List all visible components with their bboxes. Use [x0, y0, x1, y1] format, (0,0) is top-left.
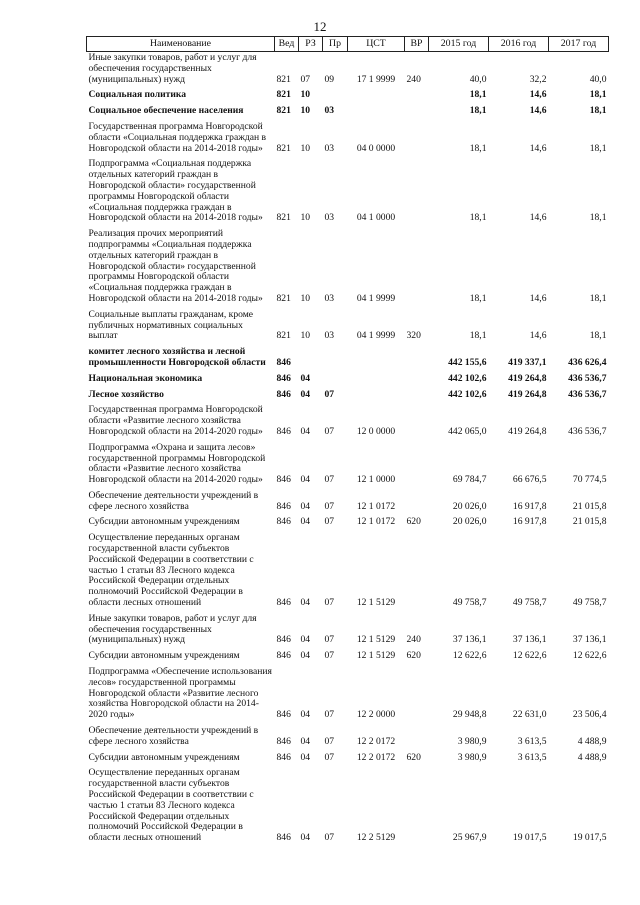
row-rz: 04	[300, 634, 311, 646]
row-pr: 07	[324, 650, 335, 662]
row-2017: 436 536,7	[568, 425, 607, 437]
row-2017: 436 626,4	[568, 356, 607, 368]
row-2016: 22 631,0	[512, 709, 547, 721]
row-2015: 37 136,1	[452, 634, 487, 646]
row-cst: 04 1 0000	[356, 212, 396, 224]
row-rz: 10	[300, 212, 311, 224]
row-2017: 12 622,6	[572, 650, 607, 662]
row-2015: 25 967,9	[452, 832, 487, 844]
row-2016: 16 917,8	[512, 500, 547, 512]
row-vr: 620	[406, 650, 421, 662]
row-rz: 04	[300, 388, 311, 400]
row-cst: 12 1 0000	[356, 474, 396, 486]
row-ved: 846	[276, 650, 291, 662]
row-name: Социальное обеспечение населения	[88, 105, 244, 117]
row-2016: 419 264,8	[508, 372, 547, 384]
row-name: Иные закупки товаров, работ и услуг для обеспечения государственных (муниципальных) нужд	[88, 612, 257, 646]
row-cst: 12 2 0172	[356, 751, 396, 763]
row-2017: 18,1	[589, 330, 607, 342]
row-cst: 12 1 0172	[356, 500, 396, 512]
row-vr	[405, 119, 429, 156]
row-rz: 04	[300, 500, 311, 512]
row-2015: 18,1	[469, 212, 487, 224]
row-2015: 18,1	[469, 89, 487, 101]
row-rz: 10	[300, 330, 311, 342]
table-row	[87, 387, 609, 403]
row-rz: 04	[300, 425, 311, 437]
row-2015: 12 622,6	[452, 650, 487, 662]
row-name: Подпрограмма «Охрана и защита лесов» государственной программы Новгородской области «Развитие лесного хозяйства Новгородской области на 2014-2020 годы»	[88, 441, 266, 486]
header-2017: 2017 год	[549, 37, 609, 52]
row-pr: 03	[324, 292, 335, 304]
row-pr: 07	[324, 735, 335, 747]
row-cst: 12 1 5129	[356, 597, 396, 609]
table-row	[87, 52, 609, 88]
table-row	[87, 530, 609, 611]
row-name: Государственная программа Новгородской области «Социальная поддержка граждан в Новгородской области на 2014-2018 годы»	[88, 120, 267, 154]
row-rz: 10	[300, 89, 311, 101]
row-pr: 03	[324, 142, 335, 154]
table-row	[87, 611, 609, 648]
row-cst: 04 0 0000	[356, 142, 396, 154]
row-vr	[405, 530, 429, 611]
row-pr: 03	[324, 105, 335, 117]
row-ved: 821	[276, 142, 291, 154]
row-pr	[323, 344, 348, 371]
row-name: Иные закупки товаров, работ и услуг для обеспечения государственных (муниципальных) нужд	[88, 52, 257, 85]
row-rz: 04	[300, 832, 311, 844]
row-pr: 07	[324, 832, 335, 844]
row-cst: 12 0 0000	[356, 425, 396, 437]
row-2016: 14,6	[529, 142, 547, 154]
row-name: Реализация прочих мероприятий подпрограммы «Социальная поддержка отдельных категорий граждан в Новгородской области» государственной программы Новгородской области «Социальная поддержка граждан в Новгородской области на 2014-2018 годы»	[88, 228, 263, 304]
row-cst: 12 1 0172	[356, 516, 396, 528]
row-vr: 620	[406, 516, 421, 528]
row-2015: 3 980,9	[457, 735, 487, 747]
row-2015: 18,1	[469, 105, 487, 117]
row-2015: 442 102,6	[448, 388, 487, 400]
row-2017: 18,1	[589, 142, 607, 154]
row-pr: 03	[324, 212, 335, 224]
table-body	[87, 52, 609, 847]
row-2017: 18,1	[589, 292, 607, 304]
row-2015: 20 026,0	[452, 500, 487, 512]
header-cst: ЦСТ	[348, 37, 405, 52]
row-vr	[405, 226, 429, 307]
row-2017: 70 774,5	[572, 474, 607, 486]
row-2016: 419 264,8	[508, 425, 547, 437]
table-row	[87, 226, 609, 307]
row-vr	[405, 723, 429, 750]
row-2016: 419 337,1	[508, 356, 547, 368]
row-cst: 04 1 9999	[356, 330, 396, 342]
row-rz: 10	[300, 292, 311, 304]
row-2015: 20 026,0	[452, 516, 487, 528]
row-2017: 49 758,7	[572, 597, 607, 609]
page-number: 12	[313, 19, 327, 34]
table-row	[87, 750, 609, 766]
row-ved: 846	[276, 425, 291, 437]
row-pr: 07	[324, 425, 335, 437]
table-row	[87, 156, 609, 226]
row-vr	[405, 344, 429, 371]
row-ved: 846	[276, 388, 291, 400]
row-2017: 18,1	[589, 212, 607, 224]
row-cst	[348, 387, 405, 403]
row-2015: 3 980,9	[457, 751, 487, 763]
row-pr: 07	[324, 500, 335, 512]
row-2016: 32,2	[529, 73, 547, 85]
row-pr: 07	[324, 597, 335, 609]
row-cst: 12 2 0172	[356, 735, 396, 747]
budget-table	[86, 36, 609, 846]
row-pr	[323, 371, 348, 387]
row-vr	[405, 156, 429, 226]
table-header	[87, 37, 609, 52]
row-ved: 846	[276, 709, 291, 721]
row-2015: 18,1	[469, 142, 487, 154]
row-name: Подпрограмма «Обеспечение использования лесов» государственной программы Новгородской области «Развитие лесного хозяйства Новгородской области на 2014-2020 годы»	[88, 666, 272, 721]
row-vr	[405, 387, 429, 403]
row-2017: 18,1	[589, 105, 607, 117]
row-rz: 04	[300, 474, 311, 486]
row-2015: 29 948,8	[452, 709, 487, 721]
row-2015: 69 784,7	[452, 474, 487, 486]
row-pr: 07	[324, 474, 335, 486]
row-2016: 49 758,7	[512, 597, 547, 609]
header-pr: Пр	[323, 37, 348, 52]
row-2015: 442 102,6	[448, 372, 487, 384]
table-row	[87, 344, 609, 371]
row-2015: 49 758,7	[452, 597, 487, 609]
row-pr	[323, 87, 348, 103]
row-pr: 07	[324, 634, 335, 646]
row-cst: 04 1 9999	[356, 292, 396, 304]
row-2016: 419 264,8	[508, 388, 547, 400]
table-row	[87, 402, 609, 439]
row-2017: 37 136,1	[572, 634, 607, 646]
table-row	[87, 307, 609, 344]
row-vr: 620	[406, 751, 421, 763]
row-vr: 240	[406, 73, 421, 85]
row-vr: 320	[406, 330, 421, 342]
row-ved: 821	[276, 330, 291, 342]
row-cst: 12 1 5129	[356, 634, 396, 646]
row-pr: 07	[324, 751, 335, 763]
row-2017: 4 488,9	[577, 735, 607, 747]
row-pr: 07	[324, 709, 335, 721]
header-rz: РЗ	[299, 37, 323, 52]
row-2016: 16 917,8	[512, 516, 547, 528]
row-2017: 21 015,8	[572, 516, 607, 528]
row-rz: 04	[300, 751, 311, 763]
row-name: Обеспечение деятельности учреждений в сфере лесного хозяйства	[88, 725, 259, 747]
row-name: Субсидии автономным учреждениям	[88, 650, 240, 662]
row-rz: 04	[300, 735, 311, 747]
table-row	[87, 664, 609, 723]
row-name: Осуществление переданных органам государственной власти субъектов Российской Федерации в соответствии с частью 1 статьи 83 Лесного кодекса Российской Федерации отдельных полномочий Российской Федерации в области лесных отношений	[88, 532, 254, 609]
row-name: Лесное хозяйство	[88, 388, 164, 400]
row-rz: 10	[300, 142, 311, 154]
row-pr: 09	[324, 73, 335, 85]
row-2015: 18,1	[469, 292, 487, 304]
row-vr	[405, 402, 429, 439]
table-row	[87, 440, 609, 488]
table-row	[87, 87, 609, 103]
row-ved: 846	[276, 751, 291, 763]
row-2016: 3 613,5	[517, 735, 547, 747]
row-2016: 14,6	[529, 89, 547, 101]
row-2016: 14,6	[529, 292, 547, 304]
row-2016: 66 676,5	[512, 474, 547, 486]
row-ved: 846	[276, 832, 291, 844]
row-cst: 17 1 9999	[356, 73, 396, 85]
row-cst	[348, 344, 405, 371]
header-2016: 2016 год	[489, 37, 549, 52]
row-rz: 10	[300, 105, 311, 117]
row-vr: 240	[406, 634, 421, 646]
row-name: Социальная политика	[88, 89, 187, 101]
row-pr: 03	[324, 330, 335, 342]
row-rz: 04	[300, 372, 311, 384]
row-cst	[348, 103, 405, 119]
row-pr: 07	[324, 388, 335, 400]
row-ved: 846	[276, 356, 291, 368]
row-ved: 821	[276, 212, 291, 224]
row-2016: 14,6	[529, 105, 547, 117]
row-ved: 821	[276, 292, 291, 304]
row-2016: 3 613,5	[517, 751, 547, 763]
table-row	[87, 103, 609, 119]
row-ved: 821	[276, 89, 291, 101]
row-ved: 846	[276, 735, 291, 747]
row-vr	[405, 765, 429, 846]
row-name: комитет лесного хозяйства и лесной промышленности Новгородской области	[88, 346, 266, 368]
row-2015: 442 065,0	[448, 425, 487, 437]
header-ved: Вед	[275, 37, 299, 52]
row-2015: 40,0	[469, 73, 487, 85]
row-name: Подпрограмма «Социальная поддержка отдельных категорий граждан в Новгородской области» государственной программы Новгородской области «Социальная поддержка граждан в Новгородской области на 2014-2018 годы»	[88, 158, 263, 224]
row-rz: 07	[300, 73, 311, 85]
row-cst: 12 2 5129	[356, 832, 396, 844]
row-vr	[405, 87, 429, 103]
row-2017: 4 488,9	[577, 751, 607, 763]
row-2016: 19 017,5	[512, 832, 547, 844]
table-row	[87, 514, 609, 530]
row-2017: 19 017,5	[572, 832, 607, 844]
row-cst	[348, 371, 405, 387]
row-2015: 18,1	[469, 330, 487, 342]
table-row	[87, 648, 609, 664]
row-ved: 821	[276, 73, 291, 85]
row-2017: 21 015,8	[572, 500, 607, 512]
row-cst: 12 1 5129	[356, 650, 396, 662]
row-2016: 12 622,6	[512, 650, 547, 662]
row-rz: 04	[300, 709, 311, 721]
row-2017: 436 536,7	[568, 388, 607, 400]
row-ved: 846	[276, 634, 291, 646]
row-vr	[405, 103, 429, 119]
row-2016: 14,6	[529, 212, 547, 224]
row-2017: 436 536,7	[568, 372, 607, 384]
row-ved: 846	[276, 500, 291, 512]
row-name: Обеспечение деятельности учреждений в сфере лесного хозяйства	[88, 489, 259, 512]
row-name: Субсидии автономным учреждениям	[88, 751, 240, 763]
row-ved: 846	[276, 474, 291, 486]
row-name: Осуществление переданных органам государственной власти субъектов Российской Федерации в соответствии с частью 1 статьи 83 Лесного кодекса Российской Федерации отдельных полномочий Российской Федерации в области лесных отношений	[88, 767, 254, 844]
row-rz: 04	[300, 650, 311, 662]
row-2015: 442 155,6	[448, 356, 487, 368]
header-2015: 2015 год	[429, 37, 489, 52]
table-row	[87, 371, 609, 387]
row-cst: 12 2 0000	[356, 709, 396, 721]
row-2017: 23 506,4	[572, 709, 607, 721]
row-rz: 04	[300, 516, 311, 528]
row-2017: 40,0	[589, 73, 607, 85]
row-ved: 846	[276, 597, 291, 609]
table-row	[87, 119, 609, 156]
row-2016: 14,6	[529, 330, 547, 342]
row-name: Национальная экономика	[88, 372, 203, 384]
row-ved: 821	[276, 105, 291, 117]
table-row	[87, 723, 609, 750]
row-ved: 846	[276, 516, 291, 528]
row-name: Социальные выплаты гражданам, кроме публичных нормативных социальных выплат	[88, 308, 254, 342]
table-row	[87, 765, 609, 846]
table-row	[87, 488, 609, 515]
row-rz	[299, 344, 323, 371]
row-name: Субсидии автономным учреждениям	[88, 516, 240, 528]
header-vr: ВР	[405, 37, 429, 52]
row-ved: 846	[276, 372, 291, 384]
row-rz: 04	[300, 597, 311, 609]
row-vr	[405, 664, 429, 723]
row-vr	[405, 488, 429, 515]
row-vr	[405, 440, 429, 488]
row-2016: 37 136,1	[512, 634, 547, 646]
row-name: Государственная программа Новгородской области «Развитие лесного хозяйства Новгородской области на 2014-2020 годы»	[88, 404, 263, 437]
row-vr	[405, 371, 429, 387]
header-name: Наименование	[87, 37, 275, 52]
row-pr: 07	[324, 516, 335, 528]
row-2017: 18,1	[589, 89, 607, 101]
row-cst	[348, 87, 405, 103]
